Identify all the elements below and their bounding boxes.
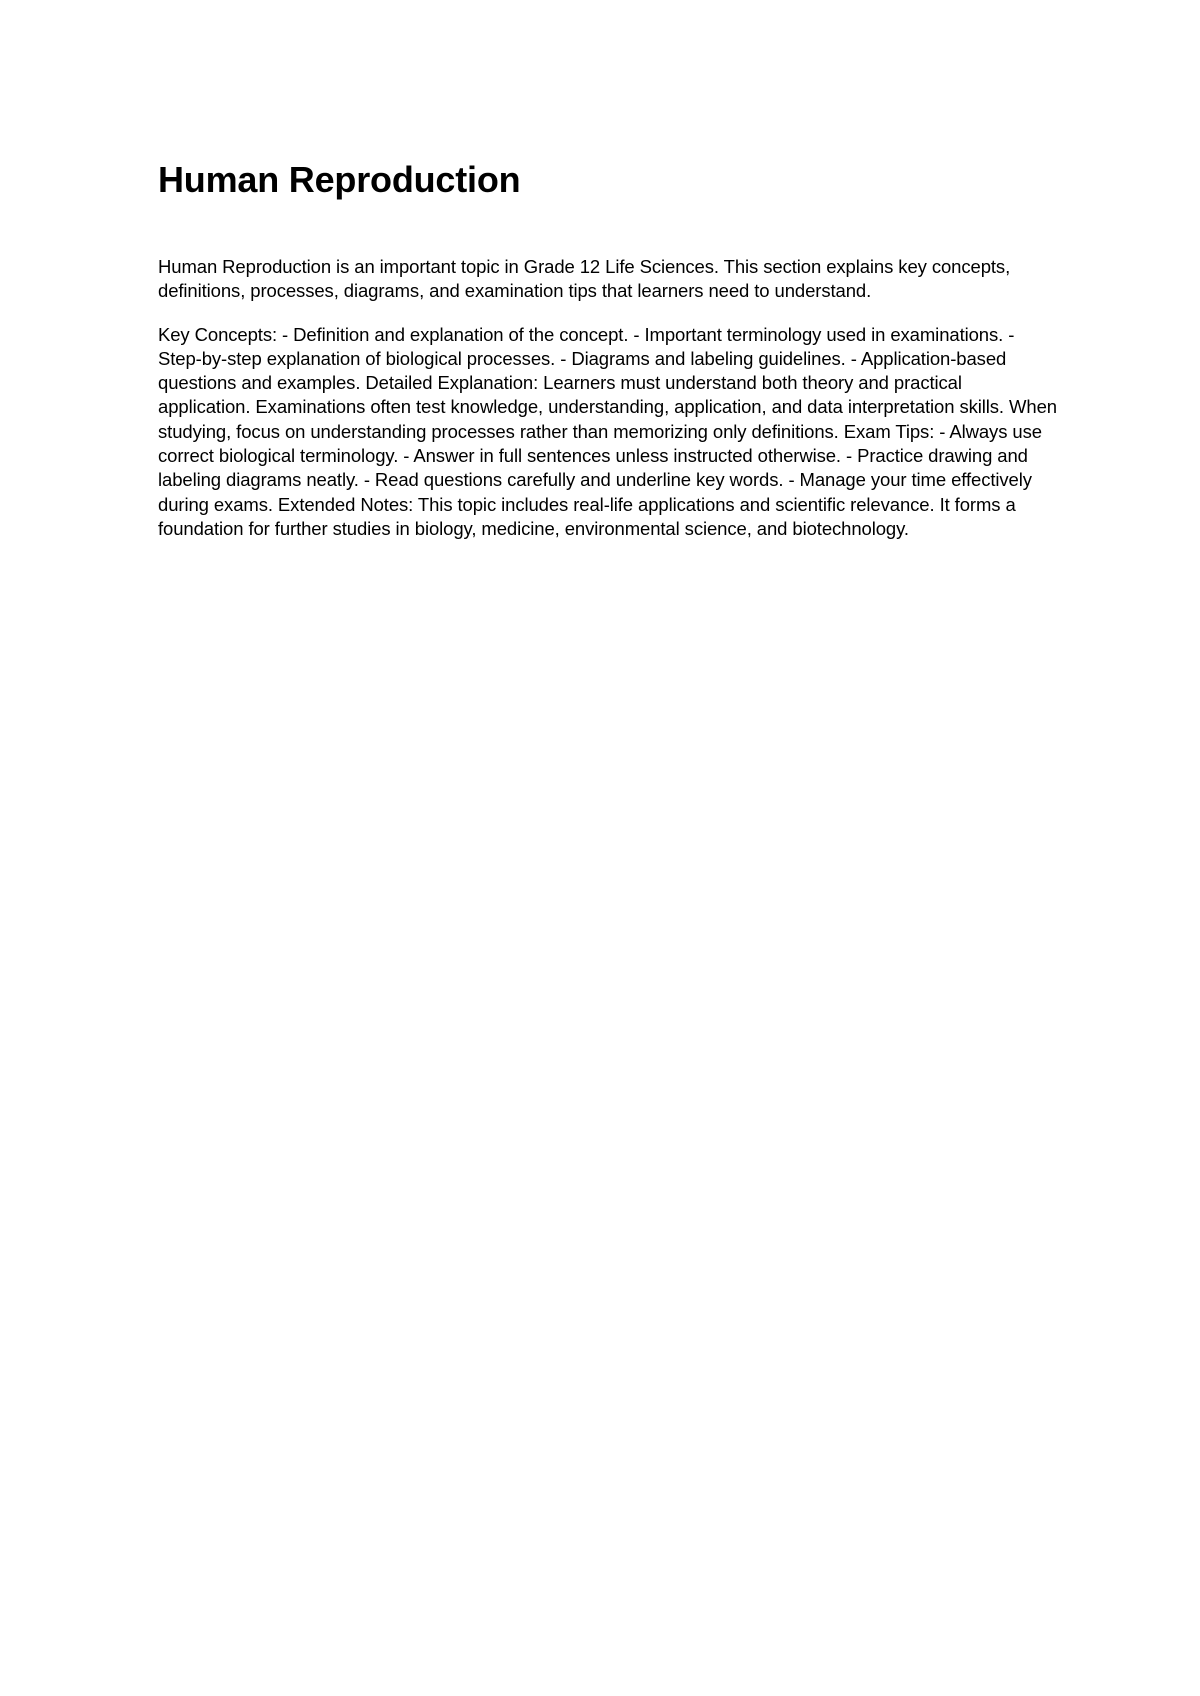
key-concepts-paragraph: Key Concepts: - Definition and explanation of the concept. - Important terminology used in examinations. - Step-by-step explanation of biological processes. - Diagrams and labeling guidelines. - Application-based questions and examples. Detailed Explanation: Learners must understand both theory and practical application. Examinations often test knowledge, understanding, application, and data interpretation skills. When studying, focus on understanding processes rather than memorizing only definitions. Exam Tips: - Always use correct biological terminology. - Answer in full sentences unless instructed otherwise. - Practice drawing and labeling diagrams neatly. - Read questions carefully and underline key words. - Manage your time effectively during exams. Extended Notes: This topic includes real-life applications and scientific relevance. It forms a foundation for further studies in biology, medicine, environmental science, and biotechnology. xyxy=(158,323,1057,539)
intro-paragraph: Human Reproduction is an important topic in Grade 12 Life Sciences. This section explains key concepts, definitions, processes, diagrams, and examination tips that learners need to understand. xyxy=(158,256,1011,302)
document-content xyxy=(158,158,1058,541)
document-title: Human Reproduction xyxy=(158,159,521,200)
